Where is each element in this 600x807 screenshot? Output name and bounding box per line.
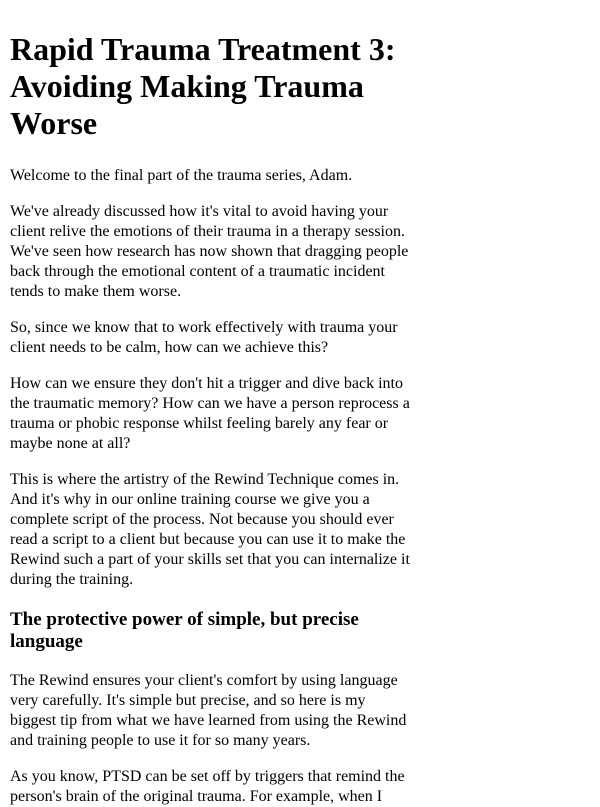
paragraph-4: How can we ensure they don't hit a trigger and dive back into the traumatic memory? How can we have a person reprocess a trauma or phobic response whilst feeling barely any fear or maybe none at all? <box>10 375 410 452</box>
article-title: Rapid Trauma Treatment 3: Avoiding Making Trauma Worse <box>10 31 396 141</box>
paragraph-5: This is where the artistry of the Rewind Technique comes in. And it's why in our online training course we give you a complete script of the process. Not because you should ever read a script to a client but because you can use it to make the Rewind such a part of your skills set that you can internalize it during the training. <box>10 471 410 588</box>
paragraph-3: So, since we know that to work effectively with trauma your client needs to be calm, how can we achieve this? <box>10 319 398 356</box>
paragraph-2: We've already discussed how it's vital to avoid having your client relive the emotions of their trauma in a therapy session. We've seen how research has now shown that dragging people back through the emotional content of a traumatic incident tends to make them worse. <box>10 203 409 300</box>
paragraph-6: The Rewind ensures your client's comfort by using language very carefully. It's simple but precise, and so here is my biggest tip from what we have learned from using the Rewind and training people to use it for so many years. <box>10 672 407 749</box>
article <box>10 0 410 807</box>
section-heading: The protective power of simple, but precise language <box>10 609 359 652</box>
paragraph-1: Welcome to the final part of the trauma series, Adam. <box>10 167 353 184</box>
paragraph-7: As you know, PTSD can be set off by triggers that remind the person's brain of the original trauma. For example, when I <box>10 768 405 805</box>
